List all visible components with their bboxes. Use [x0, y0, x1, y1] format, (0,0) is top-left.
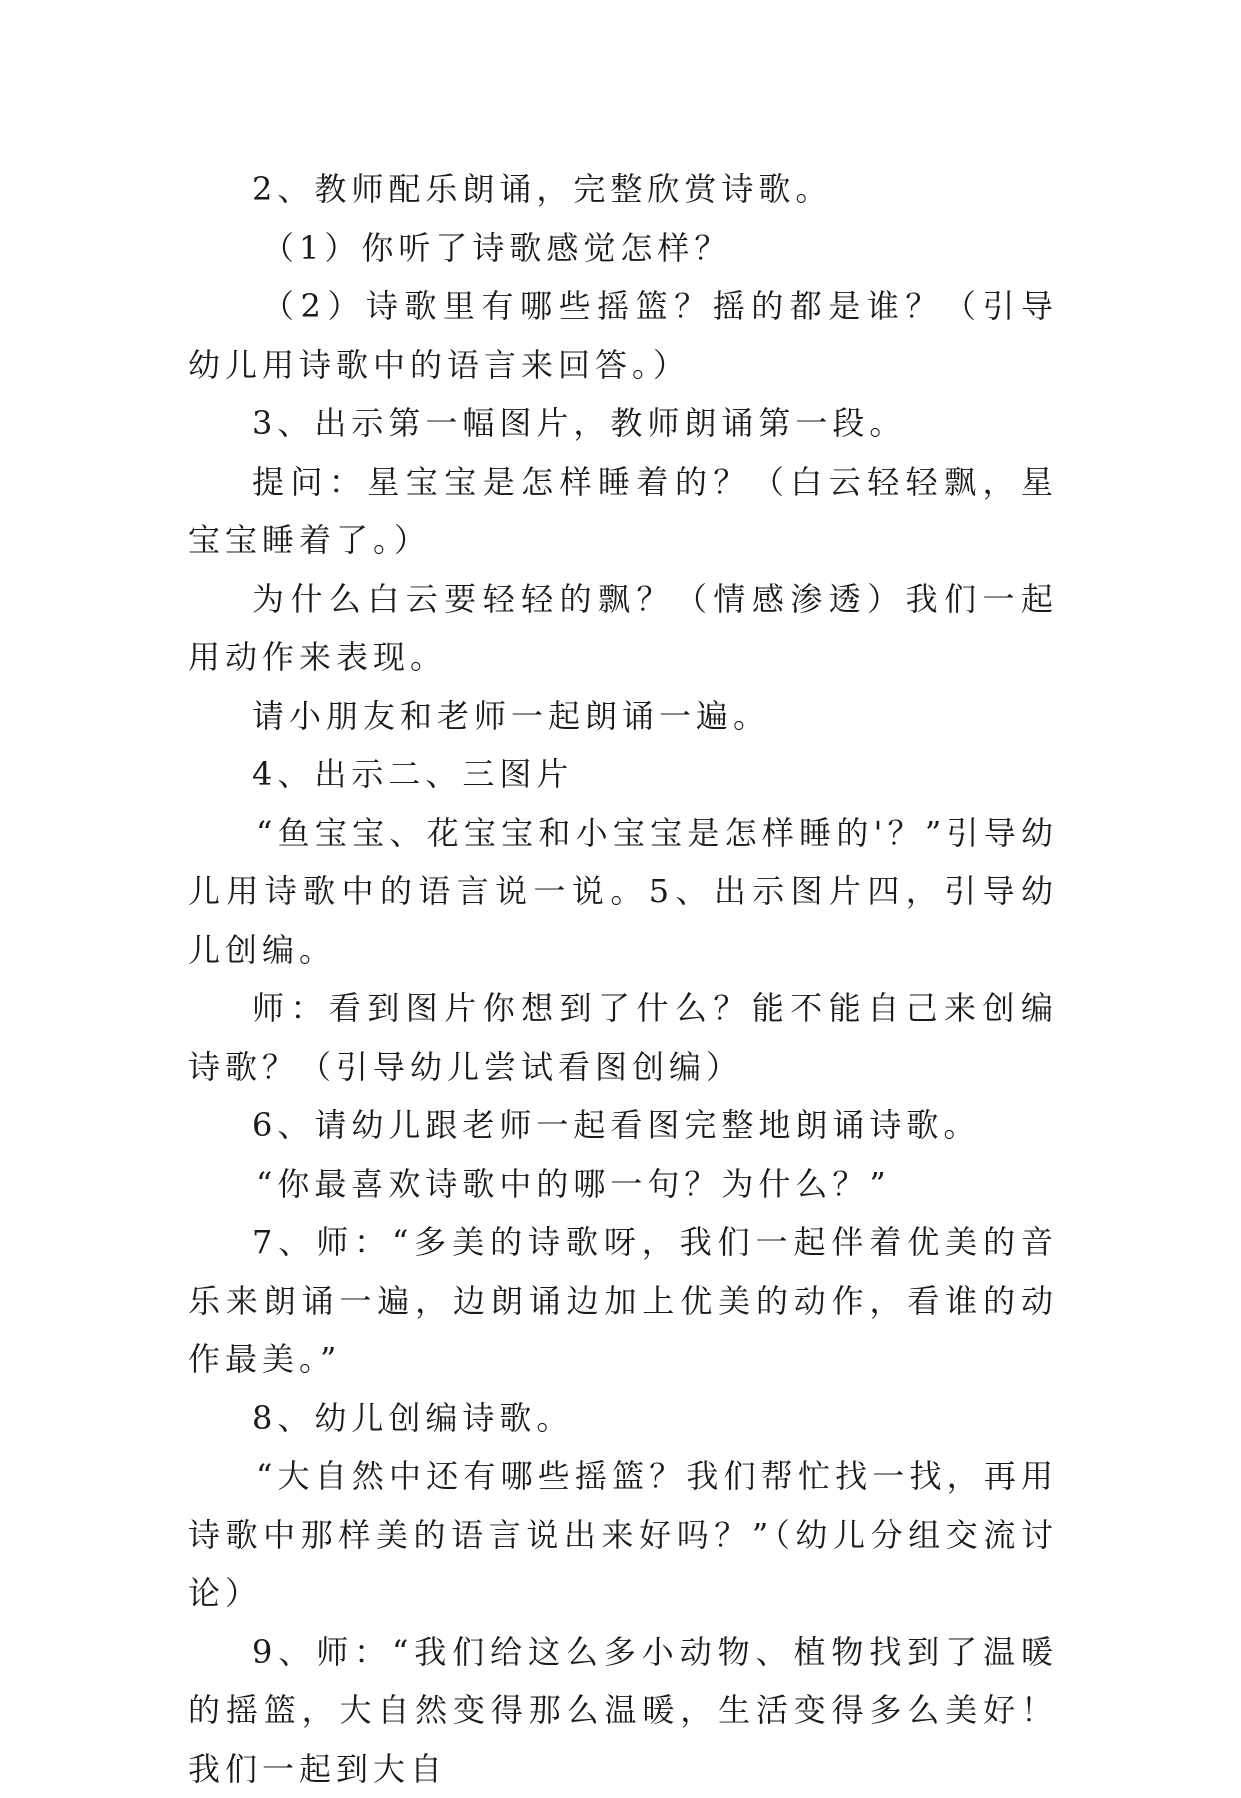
document-body — [188, 160, 1058, 1798]
paragraph-step-2: 2、教师配乐朗诵，完整欣赏诗歌。 — [188, 160, 1058, 219]
paragraph-favorite-line: “你最喜欢诗歌中的哪一句？为什么？” — [188, 1155, 1058, 1214]
paragraph-question-cloud: 为什么白云要轻轻的飘？（情感渗透）我们一起用动作来表现。 — [188, 570, 1058, 687]
paragraph-babies-sleep: “鱼宝宝、花宝宝和小宝宝是怎样睡的'？”引导幼儿用诗歌中的语言说一说。5、出示图片四，引导幼儿创编。 — [188, 804, 1058, 980]
paragraph-question-star: 提问：星宝宝是怎样睡着的？（白云轻轻飘，星宝宝睡着了。） — [188, 453, 1058, 570]
paragraph-recite-together: 请小朋友和老师一起朗诵一遍。 — [188, 687, 1058, 746]
paragraph-step-7: 7、师：“多美的诗歌呀，我们一起伴着优美的音乐来朗诵一遍，边朗诵边加上优美的动作，看谁的动作最美。” — [188, 1213, 1058, 1389]
paragraph-step-8: 8、幼儿创编诗歌。 — [188, 1389, 1058, 1448]
paragraph-step-4: 4、出示二、三图片 — [188, 745, 1058, 804]
paragraph-step-6: 6、请幼儿跟老师一起看图完整地朗诵诗歌。 — [188, 1096, 1058, 1155]
paragraph-question-2: （2）诗歌里有哪些摇篮？摇的都是谁？（引导幼儿用诗歌中的语言来回答。） — [188, 277, 1058, 394]
paragraph-question-1: （1）你听了诗歌感觉怎样？ — [188, 219, 1058, 278]
paragraph-nature-cradles: “大自然中还有哪些摇篮？我们帮忙找一找，再用诗歌中那样美的语言说出来好吗？”（幼儿分组交流讨论） — [188, 1447, 1058, 1623]
paragraph-step-9: 9、师：“我们给这么多小动物、植物找到了温暖的摇篮，大自然变得那么温暖，生活变得多么美好！我们一起到大自 — [188, 1623, 1058, 1798]
paragraph-step-3: 3、出示第一幅图片，教师朗诵第一段。 — [188, 394, 1058, 453]
paragraph-teacher-picture: 师：看到图片你想到了什么？能不能自己来创编诗歌？（引导幼儿尝试看图创编） — [188, 979, 1058, 1096]
